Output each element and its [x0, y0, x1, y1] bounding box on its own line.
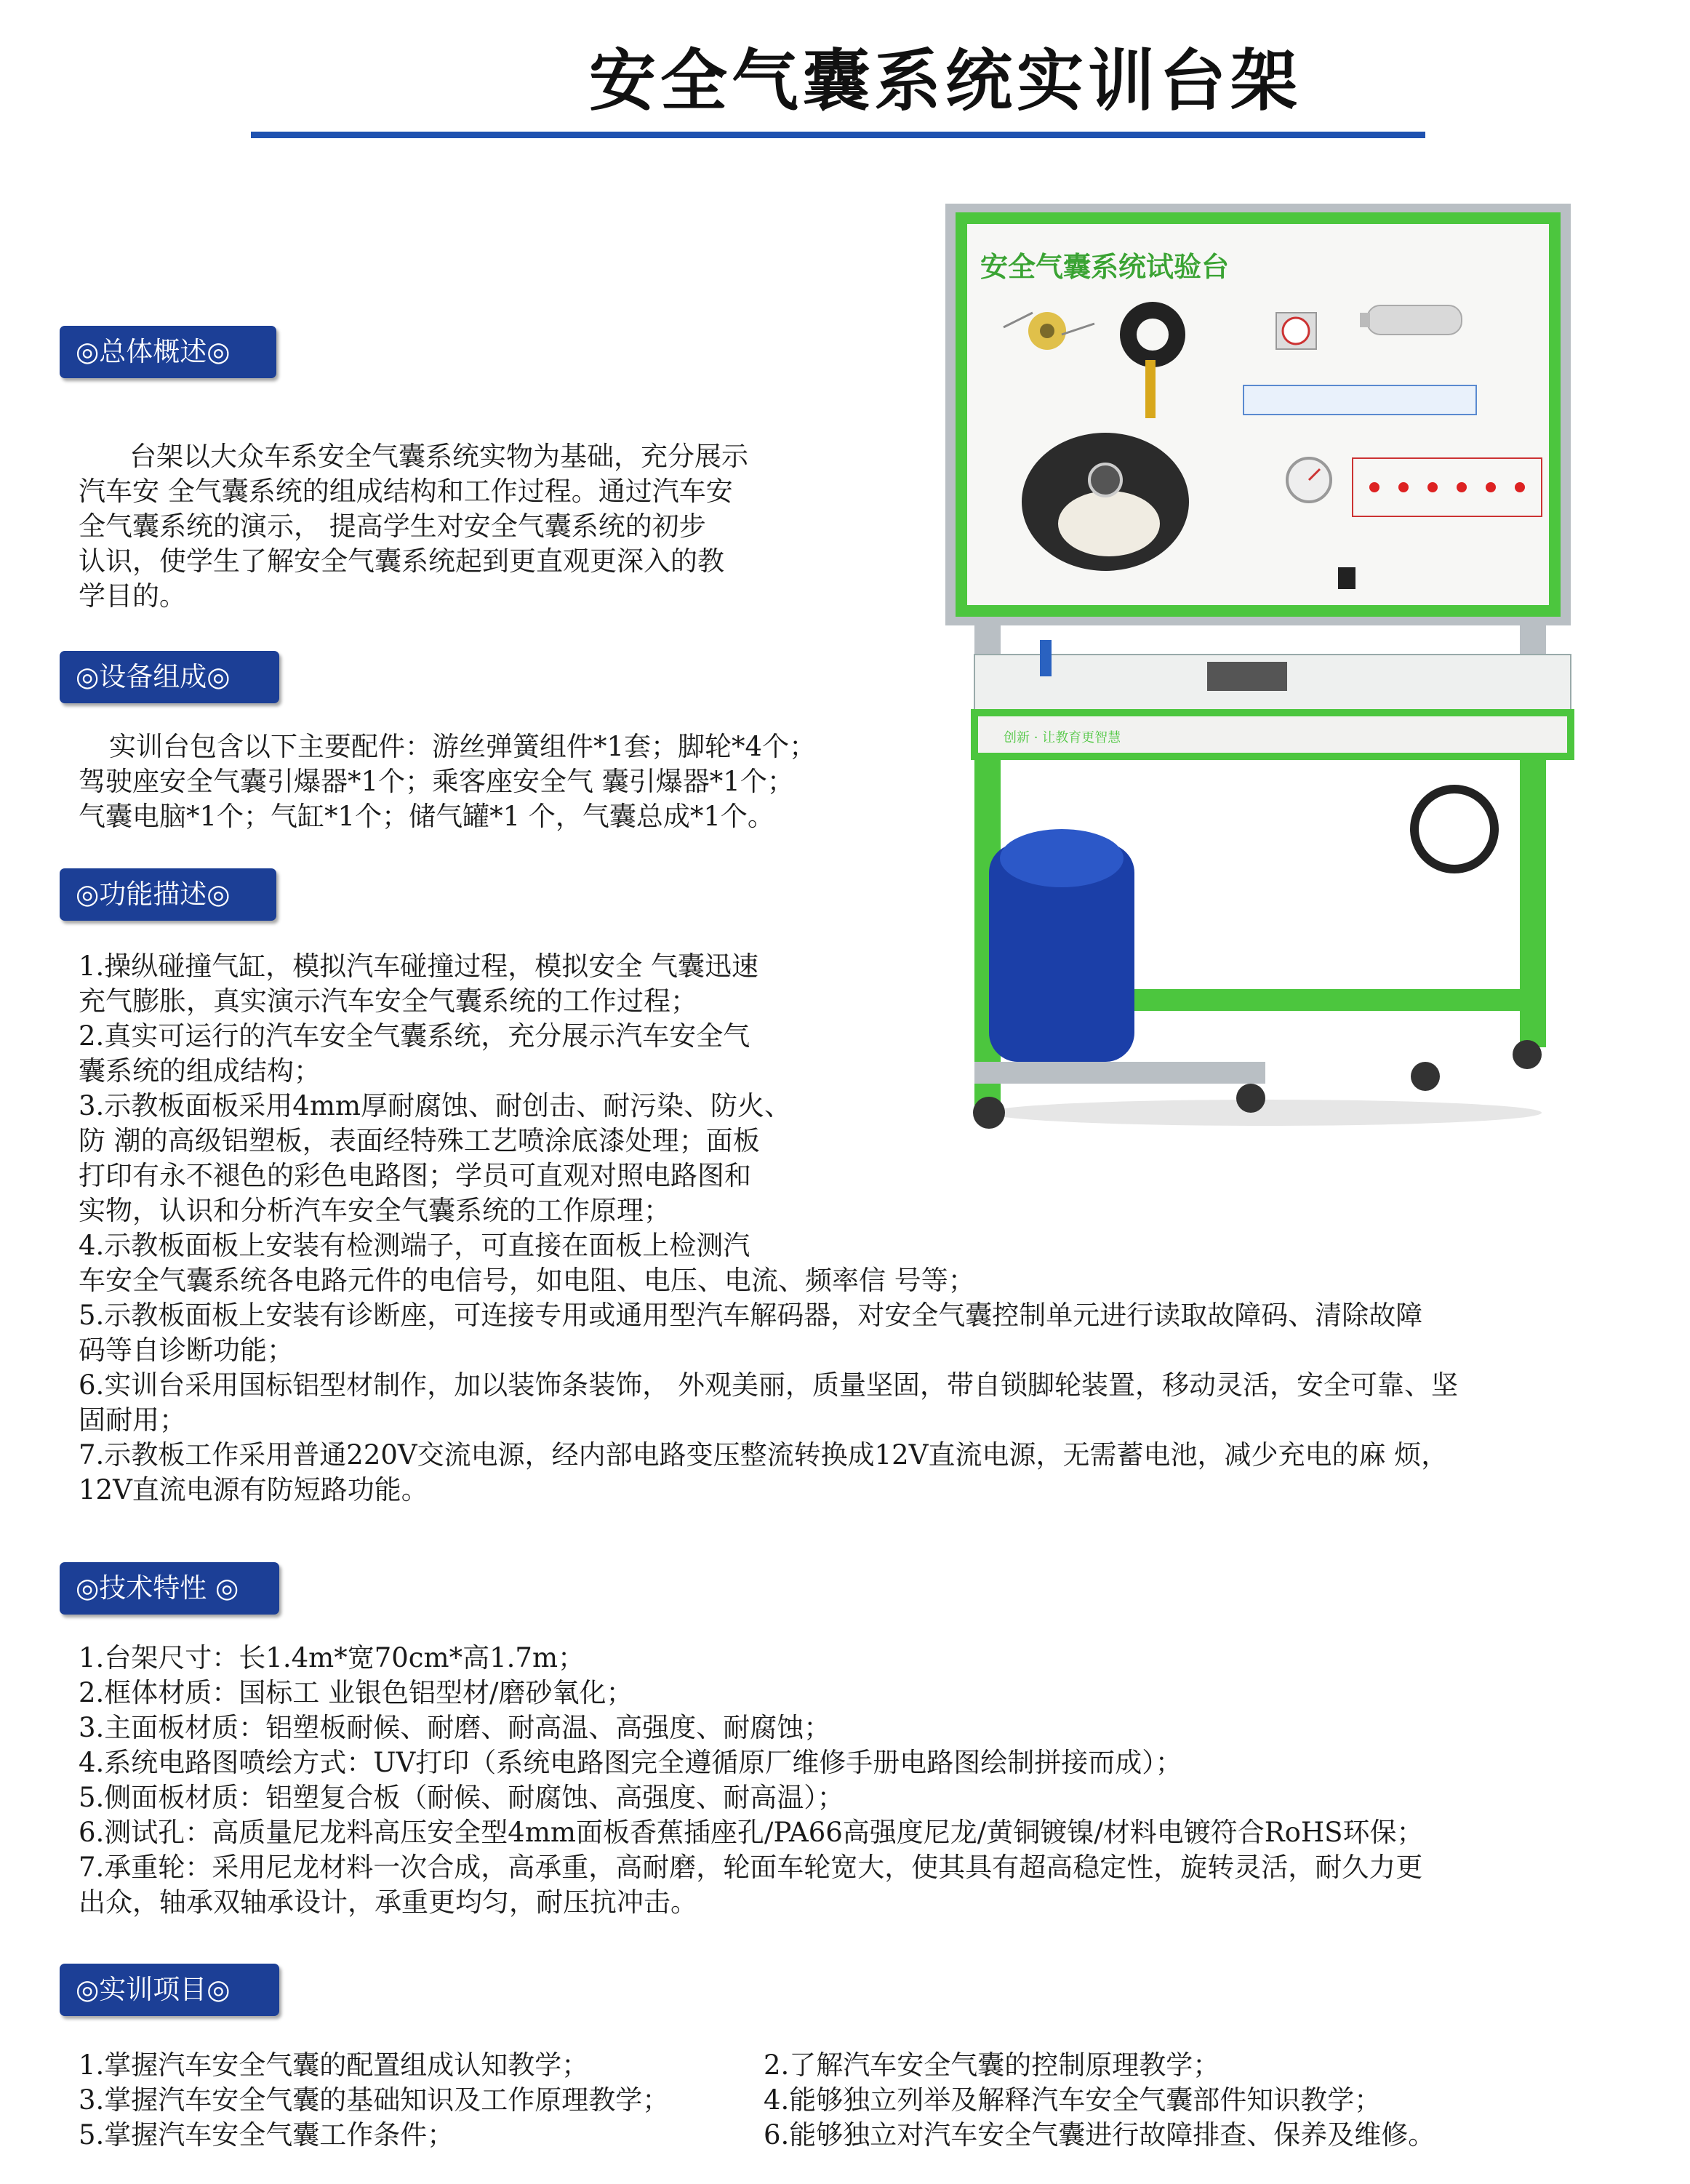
overview-line: 认识，使学生了解安全气囊系统起到更直观更深入的教 [79, 545, 724, 577]
air-hose [1414, 789, 1494, 869]
training-item: 5.掌握汽车安全气囊工作条件； [79, 2119, 454, 2151]
training-item: 6.能够独立对汽车安全气囊进行故障排查、保养及维修。 [764, 2119, 1435, 2151]
specs-line: 4.系统电路图喷绘方式：UV打印（系统电路图完全遵循原厂维修手册电路图绘制拼接而成）； [79, 1747, 1182, 1778]
functions-line: 12V直流电源有防短路功能。 [79, 1474, 428, 1505]
components-line: 气囊电脑*1个；气缸*1个；储气罐*1 个，气囊总成*1个。 [79, 801, 774, 832]
functions-line: 码等自诊断功能； [79, 1335, 294, 1366]
overview-line: 全气囊系统的演示， 提高学生对安全气囊系统的初步 [79, 511, 706, 542]
training-right-column [764, 2048, 1435, 2153]
gas-tank-component [1360, 305, 1462, 335]
components-line: 实训台包含以下主要配件：游丝弹簧组件*1套；脚轮*4个； [109, 731, 817, 762]
page-title: 安全气囊系统实训台架 [589, 42, 1302, 120]
functions-line: 打印有永不褪色的彩色电路图；学员可直观对照电路图和 [79, 1160, 751, 1191]
functions-line: 充气膨胀，真实演示汽车安全气囊系统的工作过程； [79, 985, 697, 1017]
specs-line: 2.框体材质：国标工 业银色铝型材/磨砂氧化； [79, 1677, 633, 1708]
section-heading-functions: ◎功能描述◎ [60, 868, 276, 921]
training-item: 4.能够独立列举及解释汽车安全气囊部件知识教学； [764, 2084, 1382, 2116]
functions-line: 防 潮的高级铝塑板，表面经特殊工艺喷涂底漆处理；面板 [79, 1125, 760, 1156]
air-tank [989, 829, 1134, 1062]
specs-text [79, 1641, 1423, 1920]
blue-fitting [1040, 640, 1052, 676]
overview-line: 台架以大众车系安全气囊系统实物为基础，充分展示 [129, 441, 748, 472]
training-left-column [79, 2048, 669, 2153]
functions-line: 7.示教板工作采用普通220V交流电源，经内部电路变压整流转换成12V直流电源，无需蓄电池，减少充电的麻 烦， [79, 1439, 1449, 1471]
specs-line: 5.侧面板材质：铝塑复合板（耐候、耐腐蚀、高强度、耐高温）； [79, 1782, 844, 1813]
specs-line: 6.测试孔：高质量尼龙料高压安全型4mm面板香蕉插座孔/PA66高强度尼龙/黄铜镀镍/材料电镀符合RoHS环保； [79, 1817, 1424, 1848]
section-heading-components: ◎设备组成◎ [60, 651, 279, 703]
gauge-component [1276, 313, 1316, 349]
overview-text [79, 439, 748, 614]
overview-line: 汽车安 全气囊系统的组成结构和工作过程。通过汽车安 [79, 476, 733, 507]
steering-airbag-component [1022, 433, 1189, 571]
section-heading-training: ◎实训项目◎ [60, 1964, 279, 2016]
overview-line: 学目的。 [79, 580, 186, 612]
functions-line: 1.操纵碰撞气缸，模拟汽车碰撞过程，模拟安全 气囊迅速 [79, 951, 759, 982]
training-item: 2.了解汽车安全气囊的控制原理教学； [764, 2049, 1220, 2081]
specs-line: 1.台架尺寸：长1.4m*宽70cm*高1.7m； [79, 1642, 585, 1673]
diagnostic-connector [1338, 567, 1355, 589]
components-text [79, 729, 816, 834]
training-item: 3.掌握汽车安全气囊的基础知识及工作原理教学； [79, 2084, 670, 2116]
section-heading-overview: ◎总体概述◎ [60, 326, 276, 378]
functions-line: 4.示教板面板上安装有检测端子，可直接在面板上检测汽 [79, 1230, 750, 1261]
functions-line: 实物，认识和分析汽车安全气囊系统的工作原理； [79, 1195, 670, 1226]
components-line: 驾驶座安全气囊引爆器*1个；乘客座安全气 囊引爆器*1个； [79, 766, 794, 797]
crash-cylinder [1207, 662, 1287, 691]
circuit-diagram [1244, 385, 1476, 415]
functions-line: 固耐用； [79, 1404, 186, 1436]
training-item: 1.掌握汽车安全气囊的配置组成认知教学； [79, 2049, 589, 2081]
specs-line: 出众，轴承双轴承设计，承重更均匀，耐压抗冲击。 [79, 1887, 697, 1918]
title-underline [251, 132, 1425, 138]
panel-title: 安全气囊系统试验台 [980, 251, 1230, 283]
brand-strip: 创新 · 让教育更智慧 [1004, 730, 1121, 745]
section-heading-specs: ◎技术特性 ◎ [60, 1562, 279, 1615]
functions-line: 5.示教板面板上安装有诊断座，可连接专用或通用型汽车解码器，对安全气囊控制单元进行读取故障码、清除故障 [79, 1300, 1423, 1331]
product-photo [945, 204, 1600, 1135]
specs-line: 7.承重轮：采用尼龙材料一次合成，高承重，高耐磨，轮面车轮宽大，使其具有超高稳定性，旋转灵活，耐久力更 [79, 1852, 1423, 1883]
functions-line: 车安全气囊系统各电路元件的电信号，如电阻、电压、电流、频率信 号等； [79, 1265, 975, 1296]
floor-shadow [989, 1100, 1542, 1126]
pressure-gauge [1287, 458, 1331, 502]
functions-line: 3.示教板面板采用4mm厚耐腐蚀、耐创击、耐污染、防火、 [79, 1090, 792, 1121]
specs-line: 3.主面板材质：铝塑板耐候、耐磨、耐高温、高强度、耐腐蚀； [79, 1712, 831, 1743]
base-rail [974, 1062, 1265, 1084]
functions-line: 囊系统的组成结构； [79, 1055, 321, 1087]
functions-line: 6.实训台采用国标铝型材制作，加以装饰条装饰， 外观美丽，质量坚固，带自锁脚轮装置，移动灵活，安全可靠、坚 [79, 1369, 1459, 1401]
functions-line: 2.真实可运行的汽车安全气囊系统，充分展示汽车安全气 [79, 1020, 750, 1052]
